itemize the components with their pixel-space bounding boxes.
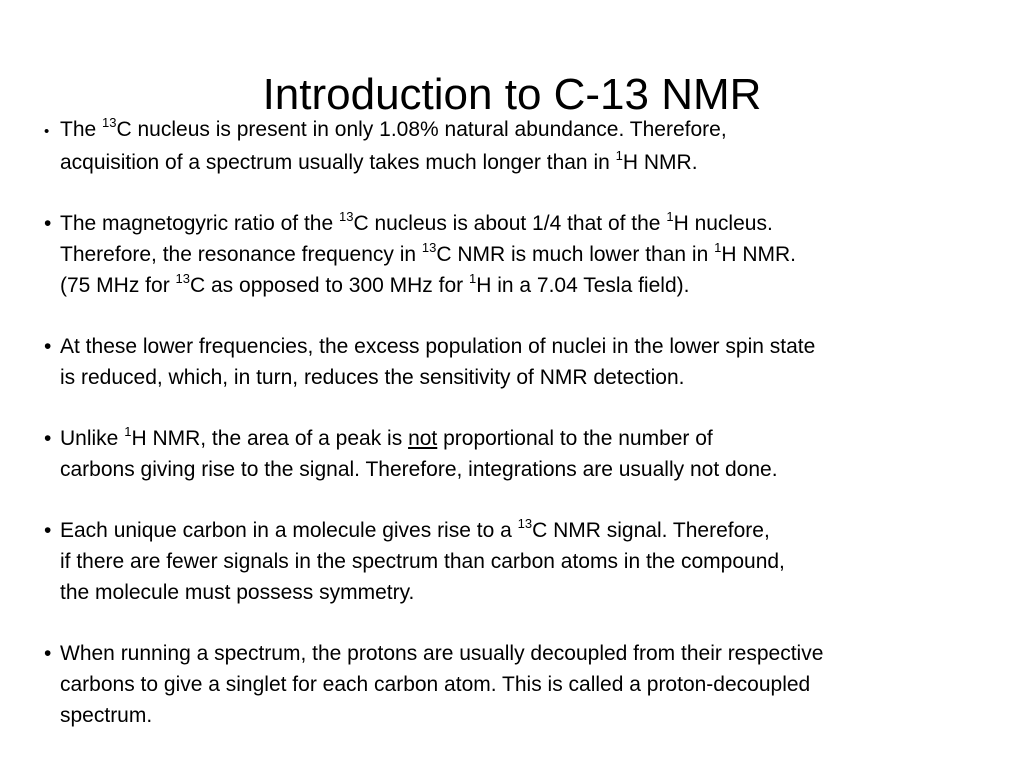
bullet-item <box>44 114 1014 178</box>
text-segment: Therefore, the resonance frequency in <box>60 243 422 266</box>
superscript: 13 <box>175 271 190 286</box>
bullet-line <box>44 700 1014 731</box>
superscript: 1 <box>468 271 477 286</box>
text-segment: When running a spectrum, the protons are usually decoupled from their respective <box>60 642 824 665</box>
bullet-item <box>44 423 1014 485</box>
bullet-mark: • <box>44 123 50 140</box>
text-segment: H NMR. <box>622 151 698 174</box>
text-segment: H NMR. <box>721 243 797 266</box>
superscript: 1 <box>666 209 674 224</box>
bullet-item <box>44 331 1014 393</box>
bullet-item <box>44 515 1014 608</box>
bullet-item <box>44 208 1014 301</box>
underlined-text: not <box>408 427 438 450</box>
superscript: 1 <box>615 148 623 163</box>
bullet-item <box>44 638 1014 731</box>
text-segment: H nucleus. <box>673 212 773 235</box>
text-segment: The magnetogyric ratio of the <box>60 212 339 235</box>
text-segment: Each unique carbon in a molecule gives rise to a <box>60 519 518 542</box>
text-segment: carbons giving rise to the signal. Therefore, integrations are usually not done. <box>60 458 778 481</box>
bullet-list <box>44 114 1014 731</box>
bullet-line <box>44 515 1014 546</box>
bullet-line <box>44 454 1014 485</box>
text-segment: H in a 7.04 Tesla field). <box>476 274 690 297</box>
text-segment: (75 MHz for <box>60 274 176 297</box>
bullet-line <box>44 423 1014 454</box>
text-segment: carbons to give a singlet for each carbon atom. This is called a proton-decoupled <box>60 673 811 696</box>
text-segment: C nucleus is present in only 1.08% natural abundance. Therefore, <box>116 118 727 141</box>
superscript: 13 <box>517 516 533 531</box>
text-segment: acquisition of a spectrum usually takes much longer than in <box>60 151 616 174</box>
text-segment: C as opposed to 300 MHz for <box>190 274 469 297</box>
bullet-line <box>44 638 1014 669</box>
superscript: 1 <box>124 424 132 439</box>
superscript: 13 <box>102 115 117 130</box>
bullet-line <box>44 546 1014 577</box>
bullet-line <box>44 208 1014 239</box>
text-segment: is reduced, which, in turn, reduces the sensitivity of NMR detection. <box>60 366 685 389</box>
text-segment: C nucleus is about 1/4 that of the <box>353 212 667 235</box>
text-segment: Unlike <box>60 427 125 450</box>
text-segment: C NMR is much lower than in <box>436 243 715 266</box>
text-segment: if there are fewer signals in the spectrum than carbon atoms in the compound, <box>60 550 785 573</box>
bullet-mark: • <box>44 642 52 665</box>
text-segment: H NMR, the area of a peak is <box>131 427 409 450</box>
bullet-mark: • <box>44 335 52 358</box>
bullet-line <box>44 577 1014 608</box>
superscript: 13 <box>421 240 437 255</box>
text-segment: C NMR signal. Therefore, <box>532 519 770 542</box>
slide-title: Introduction to C-13 NMR <box>262 70 762 120</box>
superscript: 1 <box>714 240 722 255</box>
text-segment: The <box>60 118 103 141</box>
text-segment: the molecule must possess symmetry. <box>60 581 415 604</box>
bullet-line <box>44 147 1014 178</box>
text-segment: proportional to the number of <box>437 427 713 450</box>
bullet-mark: • <box>44 212 52 235</box>
bullet-line <box>44 239 1014 270</box>
bullet-line <box>44 669 1014 700</box>
bullet-line <box>44 362 1014 393</box>
bullet-mark: • <box>44 427 52 450</box>
text-segment: At these lower frequencies, the excess population of nuclei in the lower spin state <box>60 335 816 358</box>
bullet-line <box>44 114 1014 147</box>
text-segment: spectrum. <box>60 704 153 727</box>
bullet-line <box>44 331 1014 362</box>
bullet-mark: • <box>44 519 52 542</box>
superscript: 13 <box>338 209 354 224</box>
bullet-line <box>44 270 1014 301</box>
